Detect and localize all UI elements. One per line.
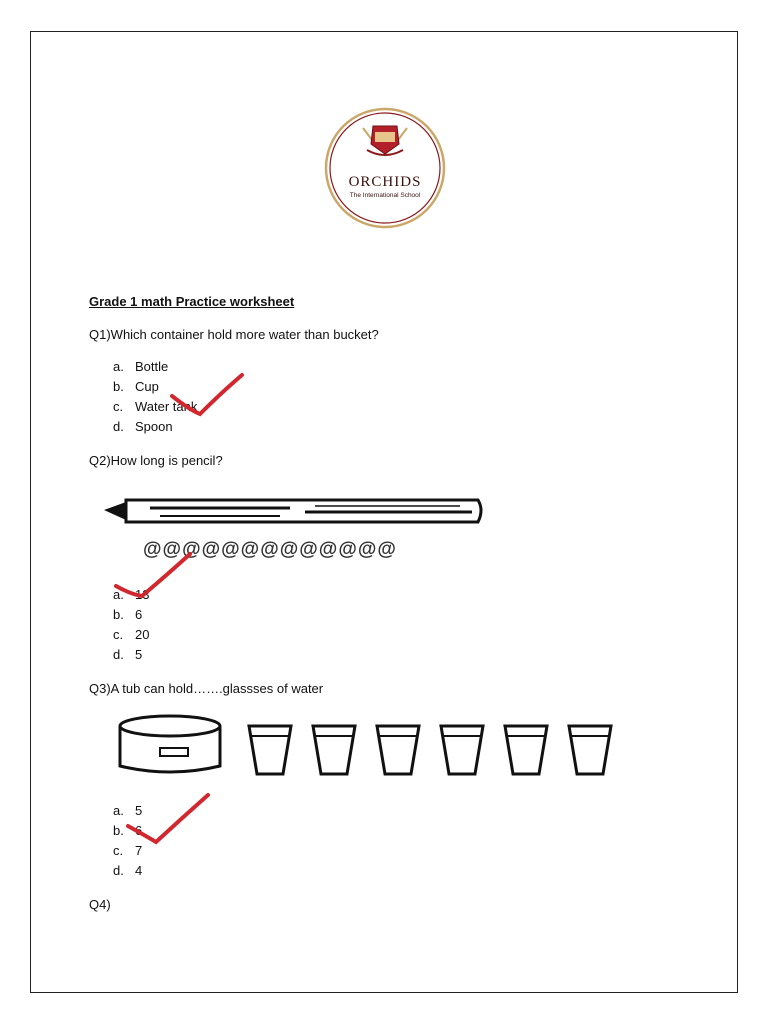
option-label: c. [113, 843, 124, 858]
q3-option-a [113, 803, 142, 818]
option-label: d. [113, 647, 124, 662]
glass-icon [313, 726, 355, 774]
option-text: 7 [135, 843, 143, 858]
question-3: Q3)A tub can hold…….glassses of water [89, 681, 324, 696]
unit-icon: @ [377, 539, 396, 560]
unit-icon: @ [338, 539, 357, 560]
unit-icon: @ [221, 539, 240, 560]
q1-option-c [113, 399, 197, 414]
q3-option-c [113, 843, 142, 858]
question-1: Q1)Which container hold more water than bucket? [89, 327, 379, 342]
glass-icon [377, 726, 419, 774]
option-text: 20 [135, 627, 150, 642]
q2-option-a [113, 587, 149, 602]
unit-icon: @ [279, 539, 299, 560]
option-text: Water tank [135, 399, 198, 414]
logo-tagline: The International School [349, 192, 421, 199]
unit-icon: @ [182, 539, 201, 560]
glass-icon [569, 726, 611, 774]
option-label: b. [113, 379, 124, 394]
unit-icon: @ [299, 539, 318, 560]
unit-icon: @ [260, 539, 279, 560]
option-text: 6 [135, 607, 143, 622]
question-4: Q4) [89, 897, 111, 912]
glasses-row [245, 722, 625, 778]
q3-option-d [113, 863, 142, 878]
q1-option-a [113, 359, 168, 374]
pencil-icon [100, 494, 486, 528]
option-text: 6 [135, 823, 143, 838]
school-logo [323, 106, 447, 230]
option-text: Bottle [135, 359, 169, 374]
option-label: d. [113, 419, 124, 434]
worksheet-title: Grade 1 math Practice worksheet [89, 294, 295, 309]
option-label: b. [113, 823, 124, 838]
unit-icon: @ [240, 539, 260, 560]
pencil-measure-units [143, 539, 396, 561]
option-label: c. [113, 627, 124, 642]
option-text: 5 [135, 803, 143, 818]
question-2: Q2)How long is pencil? [89, 453, 223, 468]
option-label: d. [113, 863, 124, 878]
option-text: Spoon [135, 419, 173, 434]
q2-option-c [113, 627, 149, 642]
option-text: 5 [135, 647, 143, 662]
q3-option-b [113, 823, 142, 838]
glass-icon [441, 726, 483, 774]
unit-icon: @ [201, 539, 221, 560]
q1-option-b [113, 379, 159, 394]
unit-icon: @ [318, 539, 338, 560]
q2-option-b [113, 607, 142, 622]
unit-icon: @ [143, 539, 162, 560]
glass-icon [505, 726, 547, 774]
option-text: 13 [135, 587, 150, 602]
tub-icon [114, 712, 230, 776]
glass-icon [249, 726, 291, 774]
option-text: Cup [135, 379, 159, 394]
q2-option-d [113, 647, 142, 662]
option-label: c. [113, 399, 124, 414]
option-text: 4 [135, 863, 143, 878]
unit-icon: @ [162, 539, 182, 560]
option-label: b. [113, 607, 124, 622]
option-label: a. [113, 587, 124, 602]
unit-icon: @ [357, 539, 377, 560]
q1-option-d [113, 419, 173, 434]
option-label: a. [113, 803, 124, 818]
option-label: a. [113, 359, 124, 374]
logo-name: ORCHIDS [348, 174, 422, 190]
